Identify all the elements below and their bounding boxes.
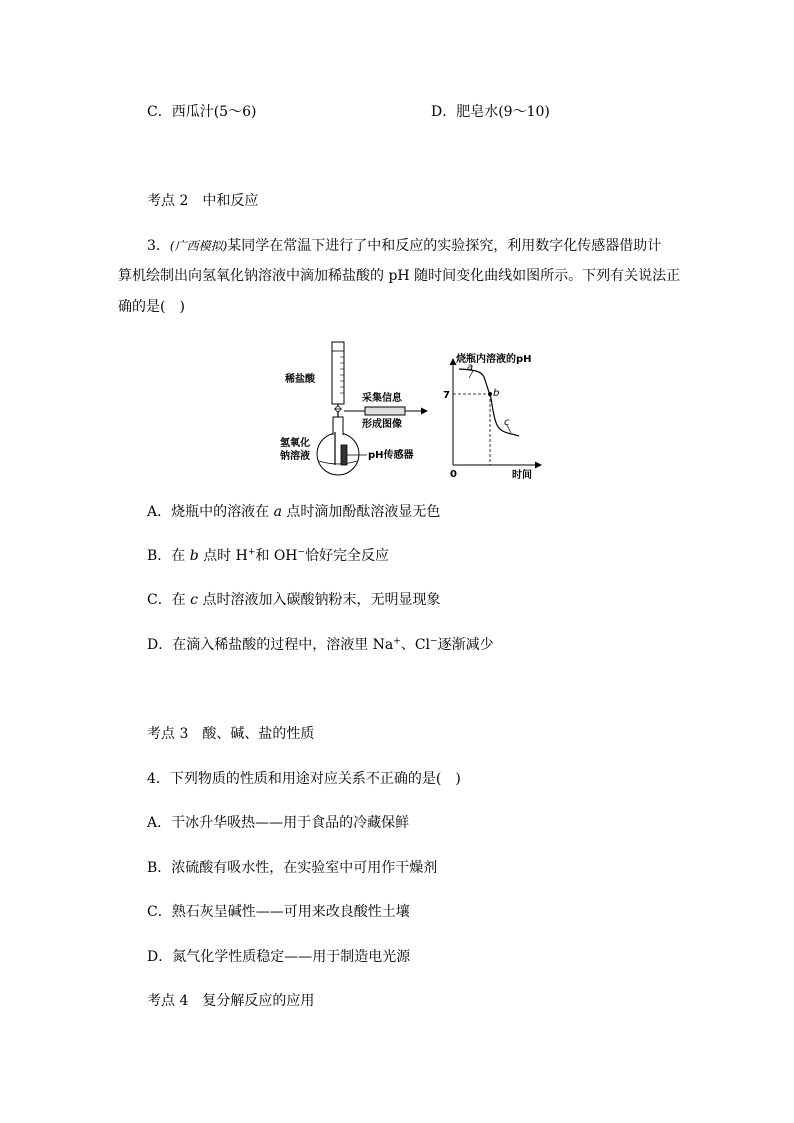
q3-stem-line-1 [147,236,661,256]
point-b-label: b [493,388,500,399]
ph-curve [459,369,519,436]
q3-c-text: C．在 [147,592,191,608]
q3-number: 3． [147,238,170,254]
flask-icon [317,417,359,475]
q2-option-c: C．西瓜汁(5～6) [147,104,257,120]
q3-stem-line-2: 算机绘制出向氢氧化钠溶液中滴加稀盐酸的 pH 随时间变化曲线如图所示。下列有关说法正 [118,268,681,284]
q3-d-text-3: 逐渐减少 [437,637,494,653]
q2-option-d: D．肥皂水(9～10) [431,104,550,120]
point-a-label: a [467,362,474,373]
section-heading-3: 考点 3 酸、碱、盐的性质 [147,726,315,742]
q3-text-1: 某同学在常温下进行了中和反应的实验探究，利用数字化传感器借助计 [227,238,662,254]
q3-d-sup-2: − [430,636,438,647]
label-collect: 采集信息 [362,393,402,404]
burette-icon [332,342,344,425]
q3-d-sup-1: + [393,636,401,647]
q3-d-text: D．在滴入稀盐酸的过程中，溶液里 Na [147,637,394,653]
q3-a-text: A．烧瓶中的溶液在 [147,504,274,520]
q3-a-text-2: 点时滴加酚酞溶液显无色 [281,504,441,520]
q3-stem-line-3: 确的是( ) [118,299,185,315]
q4-option-d: D．氮气化学性质稳定——用于制造电光源 [147,949,411,965]
point-c-label: c [504,417,510,428]
q3-c-text-2: 点时溶液加入碳酸钠粉末，无明显现象 [198,592,441,608]
q3-d-text-2: 、Cl [400,637,431,653]
q3-b-sup-2: − [297,547,306,558]
point-b-marker [488,392,492,396]
q3-b-text-2: 点时 H [198,548,248,564]
data-collector-icon [365,407,405,415]
label-naoh-1: 氢氧化 [280,438,310,449]
q4-option-b: B．浓硫酸有吸水性，在实验室中可用作干燥剂 [147,860,438,876]
graph-y-tick-7: 7 [443,390,450,401]
q3-c-var: c [190,592,199,608]
q4-stem: 4．下列物质的性质和用途对应关系不正确的是( ) [147,771,461,787]
graph-title: 烧瓶内溶液的pH [456,354,532,365]
label-naoh-2: 钠溶液 [280,451,310,462]
label-form-image: 形成图像 [362,419,402,430]
section-heading-2: 考点 2 中和反应 [147,193,259,209]
graph-x-label: 时间 [512,470,532,481]
ph-graph [443,352,541,481]
q3-experiment-figure [275,337,550,482]
q4-option-a: A．干冰升华吸热——用于食品的冷藏保鲜 [147,815,410,831]
q3-b-sup-1: + [247,547,256,558]
graph-origin: 0 [450,469,457,480]
q3-option-c [147,590,440,610]
q4-option-c: C．熟石灰呈碱性——可用来改良酸性土壤 [147,904,410,920]
label-ph-sensor: pH传感器 [368,450,414,461]
q3-option-d [147,635,494,655]
section-heading-4: 考点 4 复分解反应的应用 [147,993,315,1009]
q3-b-text-3: 和 OH [255,548,298,564]
q3-b-text: B．在 [147,548,190,564]
label-acid: 稀盐酸 [285,374,315,385]
q3-option-a [147,502,440,522]
q3-b-var: b [189,548,199,564]
q3-source: (广西模拟) [169,239,228,253]
q3-option-b [147,546,389,566]
q3-a-var: a [273,504,282,520]
q3-b-text-4: 恰好完全反应 [305,548,390,564]
